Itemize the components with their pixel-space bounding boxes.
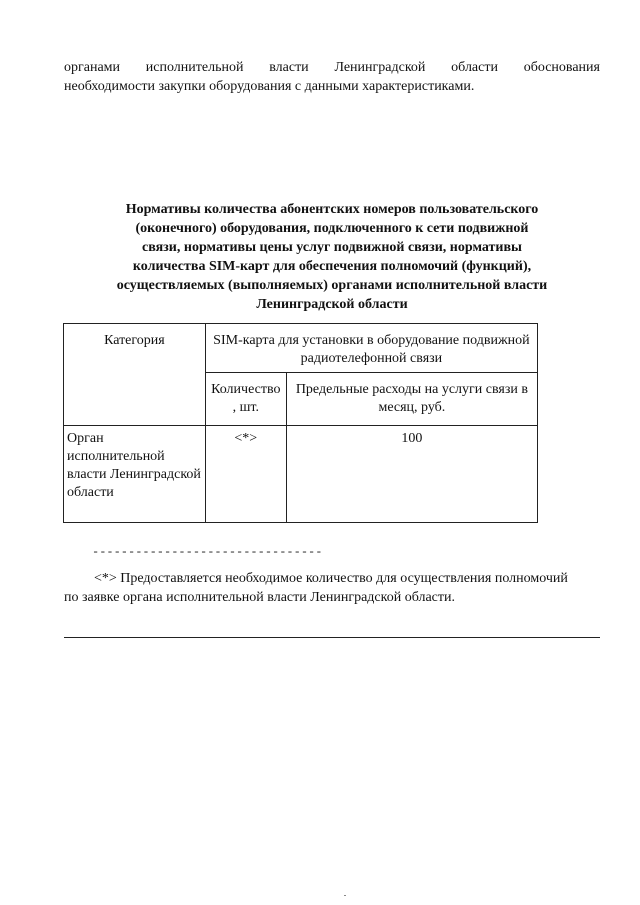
scan-speck [344,895,346,896]
header-category: Категория [64,324,206,426]
heading-line: связи, нормативы цены услуг подвижной связи, нормативы [142,240,522,255]
header-quantity: Количество , шт. [205,373,286,426]
norms-table [63,323,538,523]
row-category: Орган исполнительной власти Ленинградской области [64,426,206,523]
heading-line: (оконечного) оборудования, подключенного к сети подвижной [135,221,529,236]
row-quantity: <*> [205,426,286,523]
heading-line: осуществляемых (выполняемых) органами исполнительной власти [116,278,548,293]
intro-text-line-2: необходимости закупки оборудования с данными характеристиками. [64,79,475,94]
bottom-divider [64,637,600,638]
heading-line: Нормативы количества абонентских номеров пользовательского [125,202,539,217]
heading-line: Ленинградской области [256,297,408,312]
header-limit-expenses: Предельные расходы на услуги связи в месяц, руб. [286,373,537,426]
heading-line: количества SIM-карт для обеспечения полномочий (функций), [132,259,532,274]
table-header-row [64,324,538,373]
intro-text-line-1: органами исполнительной власти Ленинградской области обоснования [64,60,600,75]
footnote-line-1: <*> Предоставляется необходимое количество для осуществления полномочий [94,571,568,586]
footnote-separator: -------------------------------- [92,545,323,559]
row-limit: 100 [286,426,537,523]
section-heading [90,200,574,314]
header-sim-card: SIM-карта для установки в оборудование подвижной радиотелефонной связи [205,324,537,373]
table-row [64,426,538,523]
footnote-line-2: по заявке органа исполнительной власти Ленинградской области. [64,590,456,605]
